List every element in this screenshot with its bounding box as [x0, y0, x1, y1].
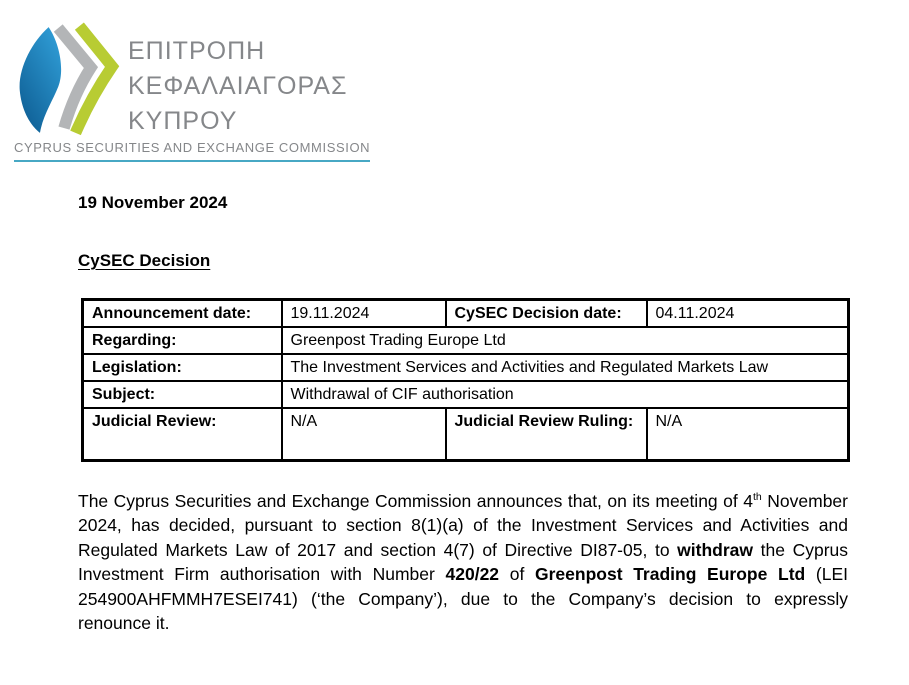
document-body	[78, 192, 848, 636]
table-cell-label: Legislation:	[83, 354, 282, 381]
table-cell-value: N/A	[647, 408, 849, 460]
table-row	[83, 354, 849, 381]
table-cell-value: The Investment Services and Activities and Regulated Markets Law	[282, 354, 849, 381]
table-row	[83, 300, 849, 328]
decision-heading: CySEC Decision	[78, 251, 211, 270]
table-cell-value: Withdrawal of CIF authorisation	[282, 381, 849, 408]
logo-greek-line-1: ΕΠΙΤΡΟΠΗ	[128, 37, 266, 65]
cysec-logo	[14, 24, 370, 162]
table-cell-value: 04.11.2024	[647, 300, 849, 328]
table-cell-label: Judicial Review:	[83, 408, 282, 460]
table-cell-value: N/A	[282, 408, 446, 460]
table-cell-label: Subject:	[83, 381, 282, 408]
table-cell-label: Judicial Review Ruling:	[446, 408, 647, 460]
table-cell-value: 19.11.2024	[282, 300, 446, 328]
logo-greek-line-2: ΚΕΦΑΛΑΙΑΓΟΡΑΣ	[128, 72, 348, 100]
announcement-paragraph: The Cyprus Securities and Exchange Commission announces that, on its meeting of 4th November 2024, has decided, pursuant to section 8(1)(a) of the Investment Services and Activities and Regulated Markets Law of 2017 and section 4(7) of Directive DI87-05, to withdraw the Cyprus Investment Firm authorisation with Number 420/22 of Greenpost Trading Europe Ltd (LEI 254900AHFMMH7ESEI741) (‘the Company’), due to the Company’s decision to expressly renounce it.	[78, 490, 849, 633]
logo-greek-line-3: ΚΥΠΡΟΥ	[128, 107, 238, 135]
logo-greek-text	[128, 34, 347, 139]
table-cell-label: Announcement date:	[83, 300, 282, 328]
decision-table	[81, 298, 850, 462]
cysec-logo-top	[14, 24, 370, 139]
table-row	[83, 381, 849, 408]
cysec-logo-icon	[14, 24, 114, 136]
table-row	[83, 408, 849, 460]
logo-leaf-shape	[20, 27, 62, 133]
table-cell-label: CySEC Decision date:	[446, 300, 647, 328]
table-row	[83, 327, 849, 354]
logo-tagline: CYPRUS SECURITIES AND EXCHANGE COMMISSION	[14, 140, 370, 162]
table-cell-label: Regarding:	[83, 327, 282, 354]
document-date: 19 November 2024	[78, 193, 228, 212]
table-cell-value: Greenpost Trading Europe Ltd	[282, 327, 849, 354]
